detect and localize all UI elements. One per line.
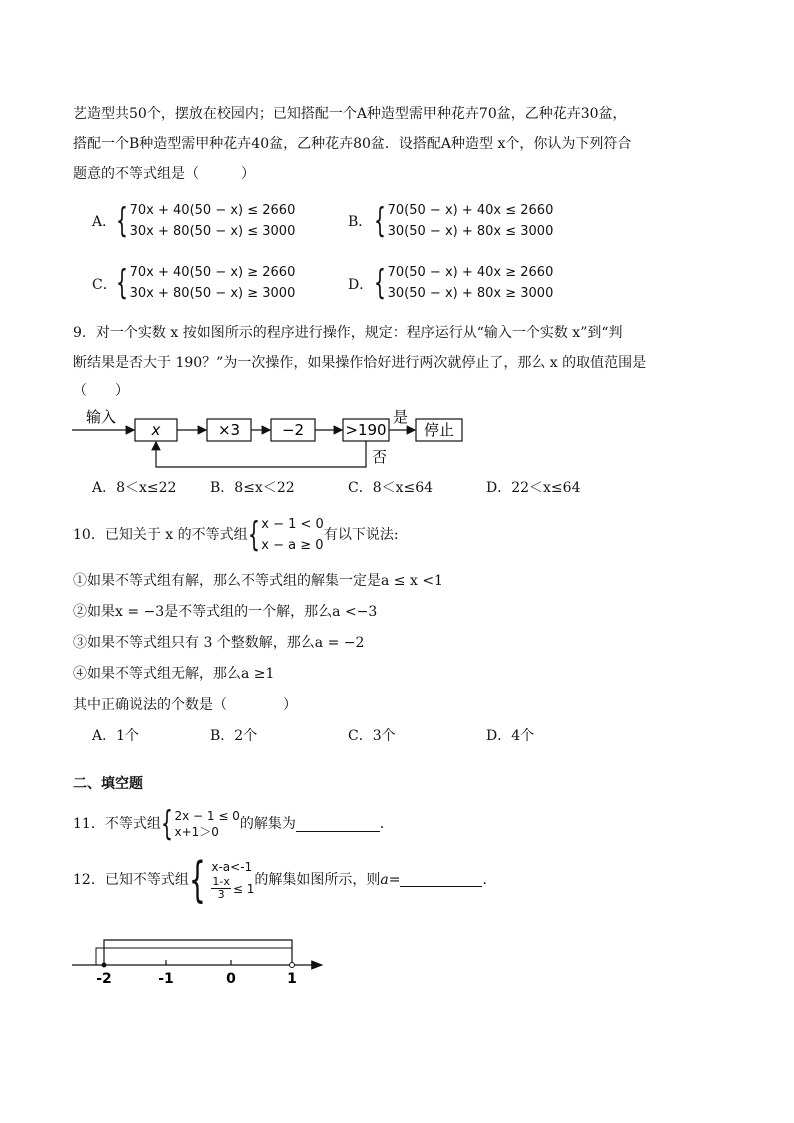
q12-frac-den: 3 (217, 888, 225, 901)
q8-option-b-row2: 30(50 − x) + 80x ≤ 3000 (387, 224, 554, 239)
q8-option-c-row2: 30x + 80(50 − x) ≥ 3000 (129, 286, 296, 301)
q8-option-a-label: A． (92, 214, 117, 230)
q10-option-b: B．2个 (210, 728, 258, 744)
q8-option-b-row1: 70(50 − x) + 40x ≤ 2660 (387, 203, 554, 218)
q8-line-1: 艺造型共50个，摆放在校园内；已知搭配一个A种造型需甲种花卉70盆，乙种花卉30盆， (73, 106, 627, 122)
q8-option-c-system: { 70x + 40(50 − x) ≥ 2660 30x + 80(50 − x) ≥ 3000 (116, 263, 296, 303)
q8-option-d-row1: 70(50 − x) + 40x ≥ 2660 (387, 265, 554, 280)
q11-answer-blank[interactable] (296, 817, 380, 832)
q8-option-a-system: { 70x + 40(50 − x) ≤ 2660 30x + 80(50 − x) ≤ 3000 (116, 201, 296, 241)
q10-statement-3: ③如果不等式组只有 3 个整数解，那么a = −2 (73, 635, 365, 651)
flow-box-stop-text: 停止 (423, 421, 455, 439)
q12-var: a= (380, 871, 401, 888)
q10-option-d: D．4个 (486, 728, 535, 744)
q9-option-a: A．8＜x≤22 (92, 480, 177, 496)
q8-option-a-row2: 30x + 80(50 − x) ≤ 3000 (129, 224, 296, 239)
solution-bracket-top (104, 940, 292, 965)
flow-no-label: 否 (372, 448, 388, 466)
q9-line-2: 断结果是否大于 190？”为一次操作，如果操作恰好进行两次就停止了，那么 x 的取值范围是 (73, 355, 647, 371)
q12-fraction (211, 876, 230, 901)
q12-frac-num: 1-x (212, 875, 230, 888)
point-minus2-solid (102, 963, 107, 968)
q10-statement-2: ②如果x = −3是不等式组的一个解，那么a <−3 (73, 604, 378, 620)
q9-option-b: B．8≤x＜22 (210, 480, 295, 496)
label-minus1: -1 (158, 971, 174, 986)
flow-box-minus2-text: −2 (281, 421, 305, 439)
q10-option-c: C．3个 (348, 728, 396, 744)
q12-end: ． (482, 871, 497, 888)
q9-line-3: （ ） (73, 383, 129, 399)
q12-line (73, 851, 497, 908)
q12-le1: ≤ 1 (232, 881, 255, 896)
flow-input-label: 输入 (86, 408, 117, 426)
q12-row2 (211, 876, 254, 901)
q11-after: 的解集为 (239, 816, 296, 832)
q10-statement-1: ①如果不等式组有解，那么不等式组的解集一定是a ≤ x <1 (73, 573, 443, 589)
q10-stem (73, 514, 399, 556)
q10-row1: x − 1 < 0 (261, 517, 324, 532)
label-minus2: -2 (96, 971, 112, 986)
q11-row1: 2x − 1 ≤ 0 (174, 809, 240, 823)
q9-flowchart (70, 404, 470, 470)
q12-answer-blank[interactable] (400, 872, 482, 887)
flow-loop-back (156, 441, 366, 467)
q9-option-d: D．22＜x≤64 (486, 480, 581, 496)
solution-bracket-inner (96, 948, 292, 965)
flow-box-times3-text: ×3 (217, 421, 241, 439)
q8-option-c-row1: 70x + 40(50 − x) ≥ 2660 (129, 265, 296, 280)
q9-option-c: C．8＜x≤64 (348, 480, 434, 496)
q12-after: 的解集如图所示，则 (254, 871, 381, 888)
flow-yes-label: 是 (393, 408, 409, 426)
flow-box-gt190-text: >190 (345, 421, 387, 439)
q8-option-d-row2: 30(50 − x) + 80x ≥ 3000 (387, 286, 554, 301)
q12-number-line (70, 930, 330, 986)
q8-option-c-label: C． (92, 277, 117, 293)
label-0: 0 (226, 971, 236, 986)
q8-line-2: 搭配一个B种造型需甲种花卉40盆，乙种花卉80盆．设搭配A种造型 x个，你认为下列符合 (73, 136, 632, 152)
q10-question: 其中正确说法的个数是（ ） (73, 697, 297, 713)
q10-stem-after: 有以下说法: (323, 527, 399, 543)
point-1-open (290, 963, 295, 968)
q8-option-b-system: { 70(50 − x) + 40x ≤ 2660 30(50 − x) + 80x ≤ 3000 (374, 201, 554, 241)
q10-stem-before: 10．已知关于 x 的不等式组 (73, 527, 248, 543)
q10-row2: x − a ≥ 0 (261, 538, 324, 553)
flow-box-x-text: x (151, 421, 161, 439)
q8-option-d-system: { 70(50 − x) + 40x ≥ 2660 30(50 − x) + 80x ≥ 3000 (374, 263, 554, 303)
q11-before: 11．不等式组 (73, 816, 161, 832)
q11-row2: x+1＞0 (174, 825, 219, 839)
section-title: 二、填空题 (73, 776, 143, 792)
q11-line (73, 804, 394, 844)
q9-line-1: 9．对一个实数 x 按如图所示的程序进行操作，规定：程序运行从“输入一个实数 x”到“判 (73, 325, 623, 341)
q11-system: { 2x − 1 ≤ 0 x+1＞0 (160, 804, 240, 844)
q8-line-3: 题意的不等式组是（ ） (73, 166, 255, 182)
q8-option-b-label: B． (348, 214, 373, 230)
q12-system: { x-a<-1 $\frac{1-x}{3}$ ≤ 1 (188, 851, 255, 908)
q8-option-a-row1: 70x + 40(50 − x) ≤ 2660 (129, 203, 296, 218)
q12-row1: x-a<-1 (211, 860, 253, 874)
q10-statement-4: ④如果不等式组无解，那么a ≥1 (73, 666, 275, 682)
q8-option-d-label: D． (348, 277, 374, 293)
q10-option-a: A．1个 (92, 728, 140, 744)
label-1: 1 (287, 971, 297, 986)
q12-before: 12．已知不等式组 (73, 871, 189, 888)
q10-system: { x − 1 < 0 x − a ≥ 0 (247, 515, 324, 555)
q11-end: ． (379, 816, 394, 832)
